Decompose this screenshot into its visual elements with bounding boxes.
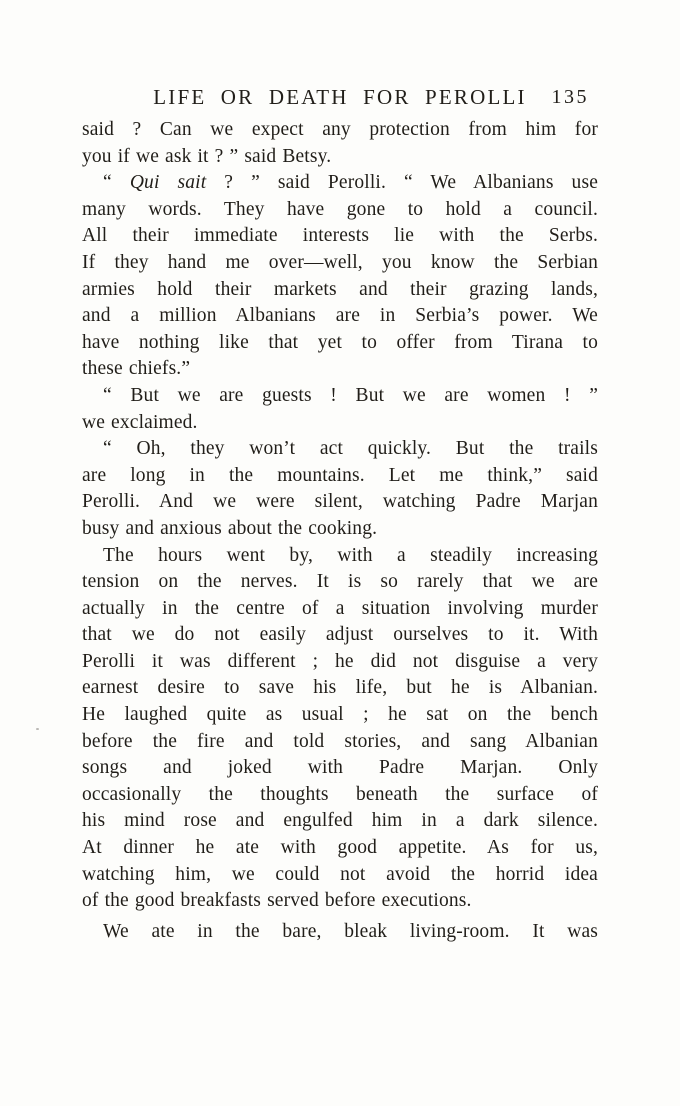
text-line: are long in the mountains. Let me think,” said [82,464,598,486]
text-line: All their immediate interests lie with the Serbs. [82,225,598,247]
text-column [82,84,598,945]
text-line: He laughed quite as usual ; he sat on the bench [82,704,598,726]
text-line: The hours went by, with a steadily increasing [103,544,598,566]
text-line: actually in the centre of a situation involving murder [82,597,598,619]
text-line: If they hand me over—well, you know the Serbian [82,251,598,273]
text-line: “ Qui sait ? ” said Perolli. “ We Albanians use [103,172,599,194]
text-line: “ But we are guests ! But we are women ! ” [103,384,598,406]
text-line: these chiefs.” [82,358,191,380]
scan-artifact [36,728,39,730]
page-number: 135 [551,86,589,108]
text-line: watching him, we could not avoid the horrid idea [82,863,598,885]
text-line: “ Oh, they won’t act quickly. But the trails [103,438,598,460]
running-head [82,84,598,111]
text-line: you if we ask it ? ” said Betsy. [82,145,332,167]
text-line: before the fire and told stories, and sang Albanian [82,730,598,752]
text-line: occasionally the thoughts beneath the surface of [82,783,598,805]
page-title: LIFE OR DEATH FOR PEROLLI [153,85,527,109]
text-line: We ate in the bare, bleak living-room. It was [103,920,598,942]
text-line: Perolli it was different ; he did not disguise a very [82,650,598,672]
text-line: his mind rose and engulfed him in a dark silence. [82,810,598,832]
text-line: that we do not easily adjust ourselves to it. With [82,624,598,646]
text-line: many words. They have gone to hold a council. [82,198,598,220]
text-line: songs and joked with Padre Marjan. Only [82,757,598,779]
text-line: and a million Albanians are in Serbia’s power. We [82,305,598,327]
text-line: tension on the nerves. It is so rarely that we are [82,571,598,593]
text-line: At dinner he ate with good appetite. As for us, [82,837,598,859]
text-line: earnest desire to save his life, but he is Albanian. [82,677,598,699]
text-line: busy and anxious about the cooking. [82,517,378,539]
text-line: of the good breakfasts served before executions. [82,890,472,912]
text-line: Perolli. And we were silent, watching Padre Marjan [82,491,598,513]
text-line: have nothing like that yet to offer from Tirana to [82,331,598,353]
text-line: we exclaimed. [82,411,198,433]
text-line: armies hold their markets and their grazing lands, [82,278,598,300]
page-text [82,117,598,945]
text-line: said ? Can we expect any protection from him for [82,119,598,140]
